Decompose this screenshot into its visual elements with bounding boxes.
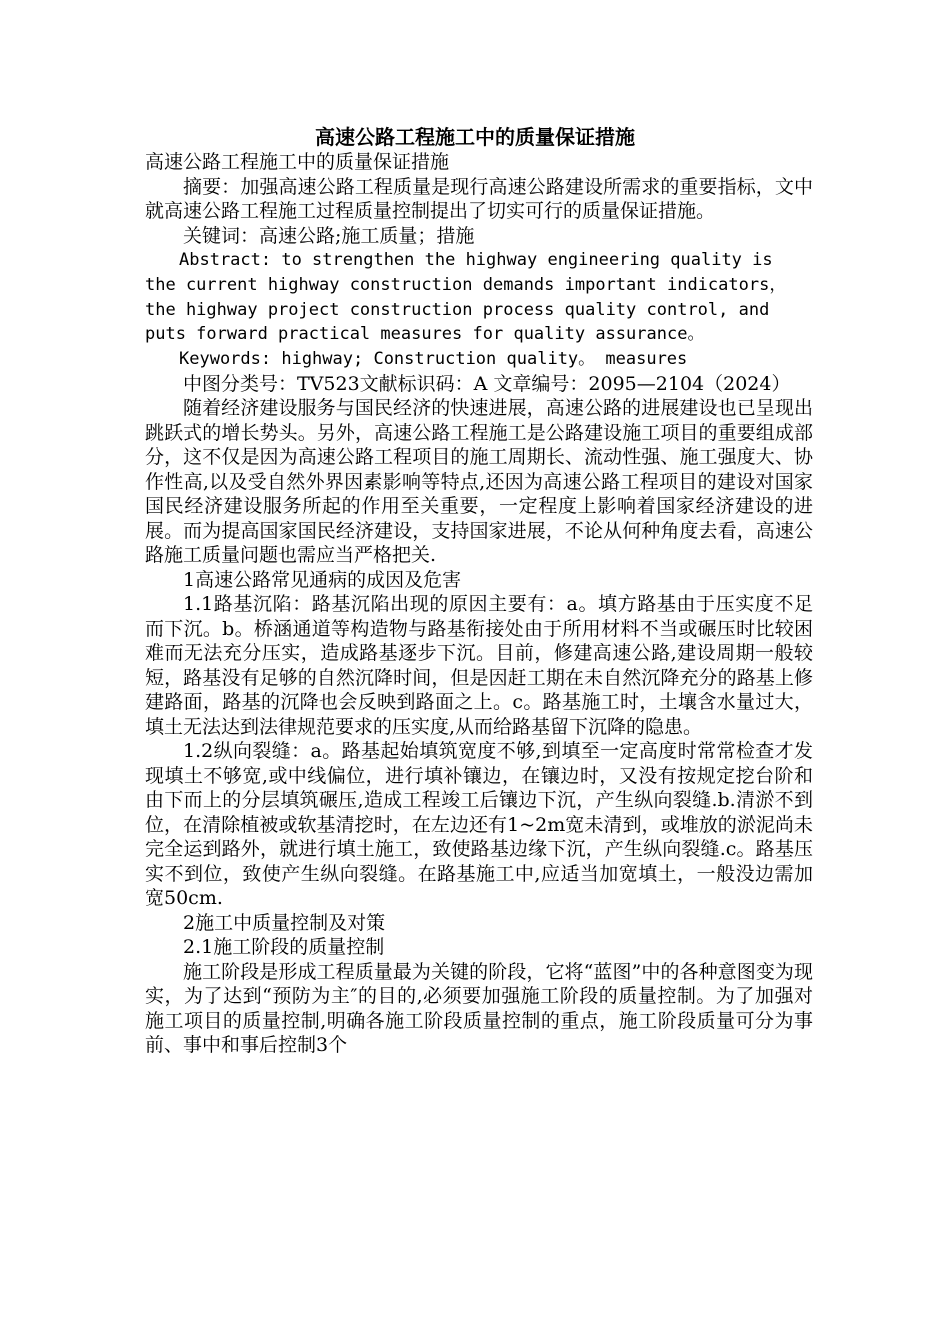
keywords-en: Keywords: highway; Construction quality。 measures (179, 349, 688, 370)
abstract-cn: 摘要：加强高速公路工程质量是现行高速公路建设所需求的重要指标，文中就高速公路工程施工过程质量控制提出了切实可行的质量保证措施。 (145, 175, 813, 222)
document-body (145, 150, 813, 1058)
section-1-heading: 1高速公路常见通病的成因及危害 (183, 568, 462, 591)
section-2-1-paragraph: 施工阶段是形成工程质量最为关键的阶段，它将“蓝图”中的各种意图变为现实，为了达到“预防为主″的目的,必须要加强施工阶段的质量控制。为了加强对施工项目的质量控制,明确各施工阶段质量控制的重点，施工阶段质量可分为事前、事中和事后控制3个 (145, 960, 813, 1057)
classification-line: 中图分类号：TV523文献标识码：A 文章编号：2095—2104（2024） (183, 372, 791, 395)
section-2-heading: 2施工中质量控制及对策 (183, 911, 386, 934)
section-2-1-heading: 2.1施工阶段的质量控制 (183, 936, 385, 959)
section-1-1-paragraph: 1.1路基沉陷：路基沉陷出现的原因主要有：a。填方路基由于压实度不足而下沉。b。桥涵通道等构造物与路基衔接处由于所用材料不当或碾压时比较困难而无法充分压实，造成路基逐步下沉。目前，修建高速公路,建设周期一般较短，路基没有足够的自然沉降时间，但是因赶工期在未自然沉降充分的路基上修建路面，路基的沉降也会反映到路面之上。c。路基施工时，土壤含水量过大，填土无法达到法律规范要求的压实度,从而给路基留下沉降的隐患。 (145, 593, 813, 738)
document-subtitle: 高速公路工程施工中的质量保证措施 (145, 151, 450, 173)
document-title: 高速公路工程施工中的质量保证措施 (315, 125, 635, 149)
intro-paragraph: 随着经济建设服务与国民经济的快速进展，高速公路的进展建设也已呈现出跳跃式的增长势头。另外，高速公路工程施工是公路建设施工项目的重要组成部分，这不仅是因为高速公路工程项目的施工周期长、流动性强、施工强度大、协作性高,以及受自然外界因素影响等特点,还因为高速公路工程项目的建设对国家国民经济建设服务所起的作用至关重要，一定程度上影响着国家经济建设的进展。而为提高国家国民经济建设，支持国家进展，不论从何种角度去看，高速公路施工质量问题也需应当严格把关. (145, 397, 813, 567)
section-1-2-paragraph: 1.2纵向裂缝：a。路基起始填筑宽度不够,到填至一定高度时常常检查才发现填土不够宽,或中线偏位，进行填补镶边，在镶边时，又没有按规定挖台阶和由下而上的分层填筑碾压,造成工程竣工后镶边下沉，产生纵向裂缝.b.清淤不到位，在清除植被或软基清挖时，在左边还有1~2m宽未清到，或堆放的淤泥尚未完全运到路外，就进行填土施工，致使路基边缘下沉，产生纵向裂缝.c。路基压实不到位，致使产生纵向裂缝。在路基施工中,应适当加宽填土，一般没边需加宽50cm. (145, 740, 813, 910)
keywords-cn: 关键词：高速公路;施工质量；措施 (183, 224, 475, 247)
abstract-en: Abstract: to strengthen the highway engineering quality is the current highway construction demands important indicators， the highway project construction process quality control, and puts forward practical measures for quality assurance。 (145, 250, 787, 345)
